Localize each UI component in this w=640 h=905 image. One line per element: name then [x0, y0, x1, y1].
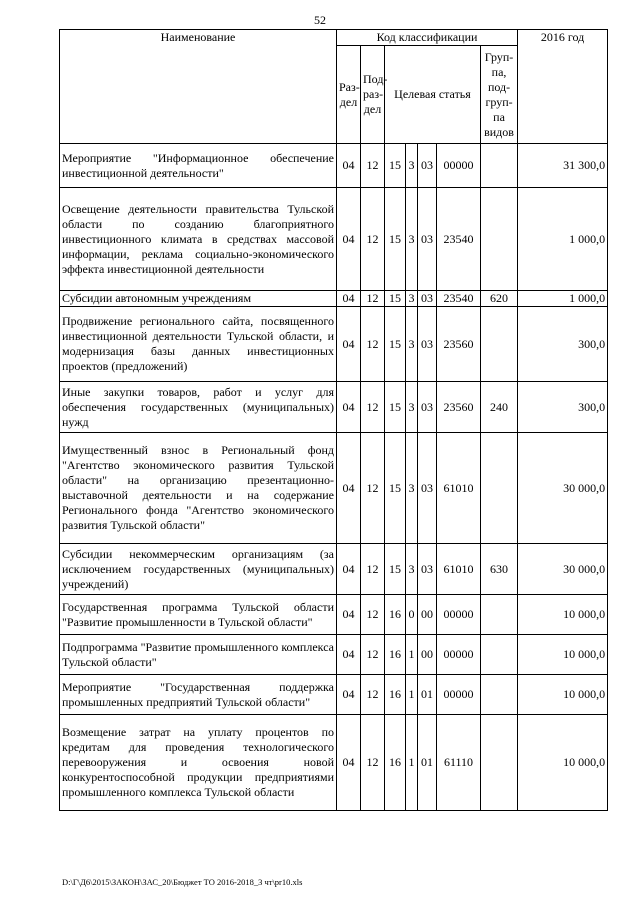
row-podrazdel: 12	[361, 188, 385, 291]
row-target-event: 01	[418, 675, 437, 715]
row-name: Мероприятие "Информационное обеспечение инвестиционной деятельности"	[60, 144, 337, 188]
header-name: Наименование	[60, 30, 337, 144]
table-row	[60, 291, 608, 307]
row-target-direction: 00000	[437, 144, 481, 188]
row-target-event: 03	[418, 433, 437, 544]
table-body	[60, 144, 608, 811]
row-target-subprogram: 0	[406, 595, 418, 635]
table-row	[60, 595, 608, 635]
row-target-subprogram: 1	[406, 635, 418, 675]
row-name: Имущественный взнос в Региональный фонд "Агентство экономического развития Тульской области" на организацию презентационно-выставочной деятельности и на содержание Регионального фонда "Агентство экономического развития Тульской области"	[60, 433, 337, 544]
row-target-event: 00	[418, 595, 437, 635]
row-target-event: 03	[418, 144, 437, 188]
row-target-program: 15	[385, 307, 406, 382]
row-podrazdel: 12	[361, 544, 385, 595]
row-expense-type	[481, 595, 518, 635]
table-row	[60, 382, 608, 433]
header-target-article: Целевая статья	[385, 46, 481, 144]
row-target-program: 15	[385, 188, 406, 291]
row-expense-type	[481, 433, 518, 544]
row-podrazdel: 12	[361, 291, 385, 307]
row-target-direction: 00000	[437, 675, 481, 715]
table-row	[60, 675, 608, 715]
row-amount: 10 000,0	[518, 635, 608, 675]
row-target-event: 01	[418, 715, 437, 811]
row-target-direction: 61110	[437, 715, 481, 811]
row-podrazdel: 12	[361, 307, 385, 382]
row-target-subprogram: 1	[406, 715, 418, 811]
row-expense-type	[481, 144, 518, 188]
row-expense-type	[481, 715, 518, 811]
row-target-event: 00	[418, 635, 437, 675]
row-target-program: 16	[385, 675, 406, 715]
row-razdel: 04	[337, 715, 361, 811]
row-razdel: 04	[337, 544, 361, 595]
row-podrazdel: 12	[361, 144, 385, 188]
row-target-direction: 23540	[437, 188, 481, 291]
row-name: Мероприятие "Государственная поддержка промышленных предприятий Тульской области"	[60, 675, 337, 715]
table-row	[60, 307, 608, 382]
row-target-subprogram: 3	[406, 433, 418, 544]
row-target-subprogram: 3	[406, 291, 418, 307]
row-target-event: 03	[418, 188, 437, 291]
table-row	[60, 635, 608, 675]
row-amount: 10 000,0	[518, 595, 608, 635]
table-row	[60, 715, 608, 811]
row-podrazdel: 12	[361, 433, 385, 544]
row-target-direction: 23560	[437, 307, 481, 382]
row-name: Субсидии автономным учреждениям	[60, 291, 337, 307]
row-expense-type	[481, 635, 518, 675]
row-amount: 1 000,0	[518, 291, 608, 307]
row-target-event: 03	[418, 382, 437, 433]
row-amount: 31 300,0	[518, 144, 608, 188]
row-podrazdel: 12	[361, 382, 385, 433]
row-target-program: 16	[385, 715, 406, 811]
row-amount: 30 000,0	[518, 433, 608, 544]
row-target-program: 15	[385, 544, 406, 595]
row-target-event: 03	[418, 544, 437, 595]
row-expense-type: 630	[481, 544, 518, 595]
row-target-direction: 23560	[437, 382, 481, 433]
row-target-program: 16	[385, 635, 406, 675]
row-target-program: 15	[385, 291, 406, 307]
row-name: Субсидии некоммерческим организациям (за исключением государственных (муниципальных) учреждений)	[60, 544, 337, 595]
page-number: 52	[314, 13, 326, 27]
row-podrazdel: 12	[361, 715, 385, 811]
row-target-subprogram: 3	[406, 307, 418, 382]
row-target-subprogram: 3	[406, 188, 418, 291]
row-razdel: 04	[337, 675, 361, 715]
row-target-program: 15	[385, 433, 406, 544]
row-name: Подпрограмма "Развитие промышленного комплекса Тульской области"	[60, 635, 337, 675]
row-target-direction: 61010	[437, 544, 481, 595]
file-path-footer: D:\Г\Д6\2015\ЗАКОН\ЗАС_20\Бюджет ТО 2016-2018_3 чт\pr10.xls	[62, 877, 303, 887]
row-target-direction: 61010	[437, 433, 481, 544]
row-expense-type	[481, 675, 518, 715]
row-target-direction: 00000	[437, 595, 481, 635]
row-razdel: 04	[337, 635, 361, 675]
row-razdel: 04	[337, 433, 361, 544]
row-razdel: 04	[337, 144, 361, 188]
table-row	[60, 188, 608, 291]
row-razdel: 04	[337, 307, 361, 382]
row-expense-type	[481, 188, 518, 291]
row-razdel: 04	[337, 291, 361, 307]
row-amount: 10 000,0	[518, 675, 608, 715]
header-subsection: Под-раз-дел	[361, 46, 385, 144]
row-target-subprogram: 3	[406, 144, 418, 188]
row-amount: 300,0	[518, 307, 608, 382]
row-target-event: 03	[418, 307, 437, 382]
header-classification: Код классификации	[337, 30, 518, 46]
budget-table	[59, 29, 608, 811]
row-target-direction: 00000	[437, 635, 481, 675]
row-target-subprogram: 1	[406, 675, 418, 715]
header-year: 2016 год	[518, 30, 608, 144]
row-podrazdel: 12	[361, 595, 385, 635]
row-target-program: 16	[385, 595, 406, 635]
header-group: Груп-па, под-груп-па видов	[481, 46, 518, 144]
row-target-program: 15	[385, 382, 406, 433]
row-name: Иные закупки товаров, работ и услуг для обеспечения государственных (муниципальных) нужд	[60, 382, 337, 433]
row-target-direction: 23540	[437, 291, 481, 307]
row-expense-type: 620	[481, 291, 518, 307]
table-row	[60, 144, 608, 188]
row-amount: 1 000,0	[518, 188, 608, 291]
row-podrazdel: 12	[361, 635, 385, 675]
row-target-subprogram: 3	[406, 544, 418, 595]
row-razdel: 04	[337, 188, 361, 291]
row-amount: 300,0	[518, 382, 608, 433]
row-name: Продвижение регионального сайта, посвященного инвестиционной деятельности Тульской области, и модернизация базы данных инвестиционных проектов (предложений)	[60, 307, 337, 382]
row-amount: 10 000,0	[518, 715, 608, 811]
row-target-subprogram: 3	[406, 382, 418, 433]
table-row	[60, 544, 608, 595]
row-podrazdel: 12	[361, 675, 385, 715]
row-name: Освещение деятельности правительства Тульской области по созданию благоприятного инвестиционного климата в средствах массовой информации, реклама социально-экономического эффекта инвестиционной деятельности	[60, 188, 337, 291]
row-target-event: 03	[418, 291, 437, 307]
row-expense-type: 240	[481, 382, 518, 433]
table-header	[60, 30, 608, 144]
table-row	[60, 433, 608, 544]
row-amount: 30 000,0	[518, 544, 608, 595]
row-expense-type	[481, 307, 518, 382]
header-section: Раз-дел	[337, 46, 361, 144]
row-razdel: 04	[337, 595, 361, 635]
row-razdel: 04	[337, 382, 361, 433]
row-name: Возмещение затрат на уплату процентов по кредитам для проведения технологического перевооружения и освоения новой конкурентоспособной продукции предприятиями промышленного комплекса Тульской области	[60, 715, 337, 811]
row-target-program: 15	[385, 144, 406, 188]
row-name: Государственная программа Тульской области "Развитие промышленности в Тульской области"	[60, 595, 337, 635]
